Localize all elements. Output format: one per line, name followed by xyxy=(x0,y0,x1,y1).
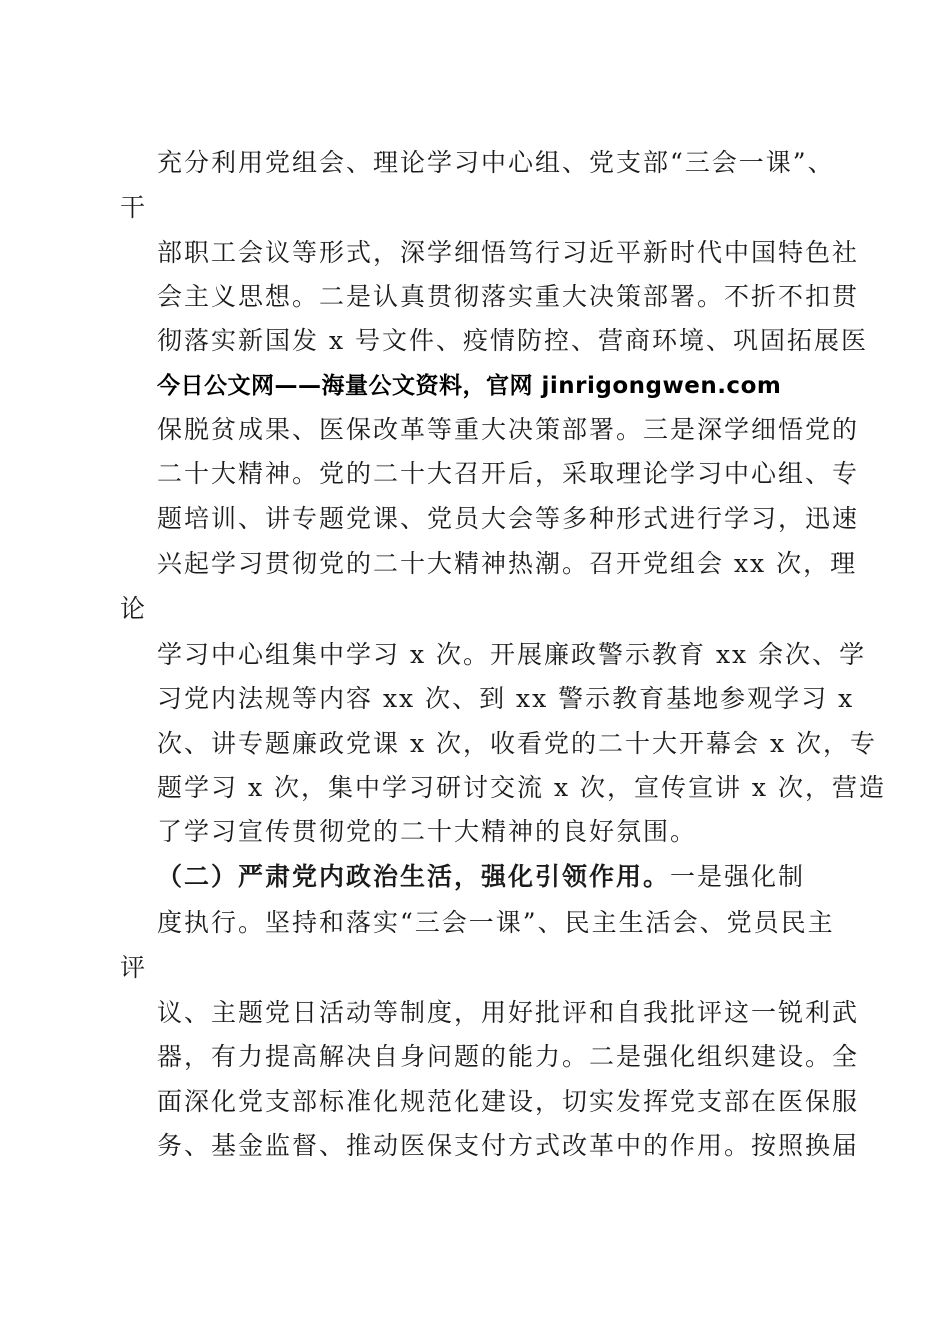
text-line: 论 xyxy=(120,594,148,623)
text-line: 部职工会议等形式，深学细悟笃行习近平新时代中国特色社 xyxy=(157,238,860,267)
text-line: 了学习宣传贯彻党的二十大精神的良好氛围。 xyxy=(157,817,698,846)
text-line: 充分利用党组会、理论学习中心组、党支部“三会一课”、 xyxy=(157,148,835,177)
text-line: 次、讲专题廉政党课 x 次，收看党的二十大开幕会 x 次，专 xyxy=(157,729,877,758)
text-line: 面深化党支部标准化规范化建设，切实发挥党支部在医保服 xyxy=(157,1087,860,1116)
section-heading-line xyxy=(157,862,805,892)
section-heading: （二）严肃党内政治生活，强化引领作用。 xyxy=(157,862,671,891)
text-line: 器，有力提高解决自身问题的能力。二是强化组织建设。全 xyxy=(157,1042,860,1071)
text-line: 度执行。坚持和落实“三会一课”、民主生活会、党员民主 xyxy=(157,908,835,937)
text-line: 评 xyxy=(120,953,148,982)
text-line: 二十大精神。党的二十大召开后，采取理论学习中心组、专 xyxy=(157,459,860,488)
text-line: 习党内法规等内容 xx 次、到 xx 警示教育基地参观学习 x xyxy=(157,684,855,713)
text-line: 务、基金监督、推动医保支付方式改革中的作用。按照换届 xyxy=(157,1131,860,1160)
text-line: 题学习 x 次，集中学习研讨交流 x 次，宣传宣讲 x 次，营造 xyxy=(157,773,886,802)
text-line: 题培训、讲专题党课、党员大会等多种形式进行学习，迅速 xyxy=(157,504,860,533)
text-line: 会主义思想。二是认真贯彻落实重大决策部署。不折不扣贯 xyxy=(157,282,860,311)
text-line: 学习中心组集中学习 x 次。开展廉政警示教育 xx 余次、学 xyxy=(157,640,867,669)
text-line: 保脱贫成果、医保改革等重大决策部署。三是深学细悟党的 xyxy=(157,415,860,444)
text-line: 兴起学习贯彻党的二十大精神热潮。召开党组会 xx 次，理 xyxy=(157,549,858,578)
section-heading-continuation: 一是强化制 xyxy=(670,862,806,891)
text-line: 议、主题党日活动等制度，用好批评和自我批评这一锐利武 xyxy=(157,998,860,1027)
watermark-banner: 今日公文网——海量公文资料，官网 jinrigongwen.com xyxy=(157,373,782,399)
text-line: 彻落实新国发 x 号文件、疫情防控、营商环境、巩固拓展医 xyxy=(157,326,868,355)
text-line: 干 xyxy=(120,193,148,222)
